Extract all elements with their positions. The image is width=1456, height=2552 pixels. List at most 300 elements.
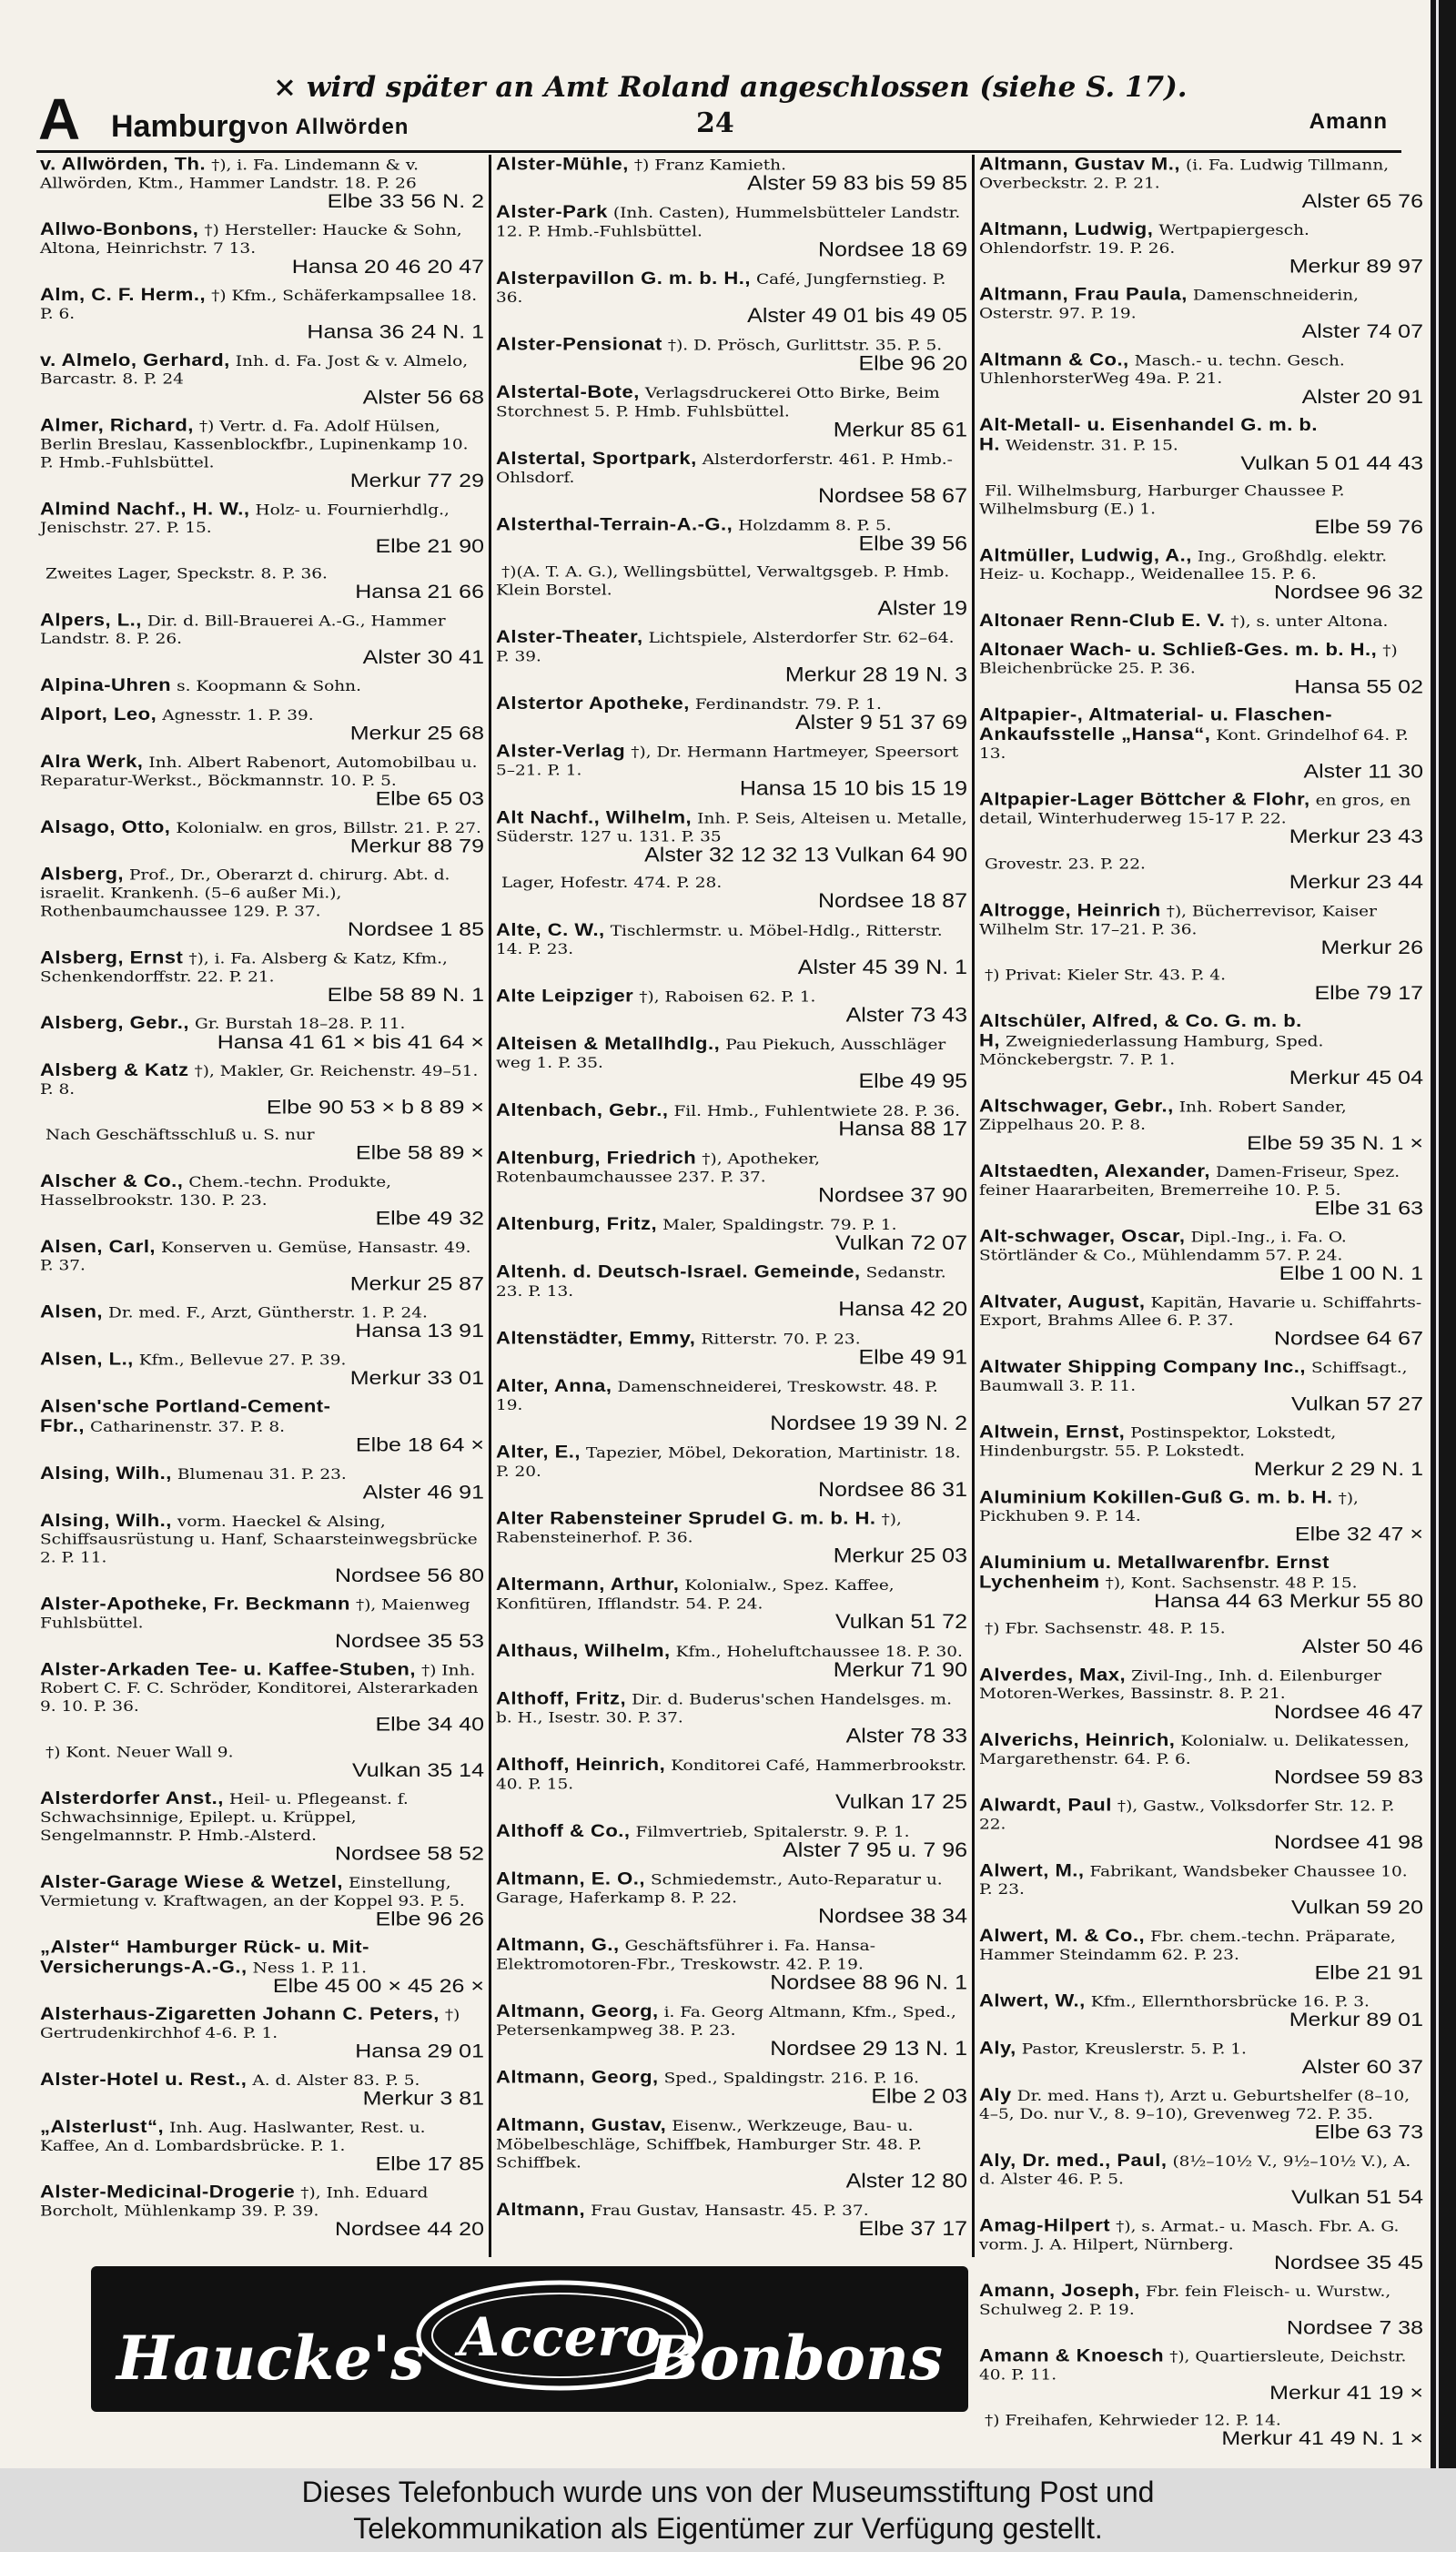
- directory-entry: [40, 705, 484, 744]
- directory-entry: [40, 864, 484, 941]
- directory-entry: [496, 1100, 967, 1139]
- entry-details: Damen-Friseur, Spez. feiner Haararbeiten, Bremerreihe 10. P. 5.: [979, 1164, 1400, 1200]
- entry-phone: Merkur 28 19 N. 3: [784, 663, 967, 686]
- entry-name: Altvater, August,: [979, 1291, 1146, 1311]
- entry-phone: Merkur 23 44: [1289, 871, 1423, 894]
- entry-details: †), Bücherrevisor, Kaiser Wilhelm Str. 17–21. P. 36.: [979, 903, 1377, 938]
- entry-details: (i. Fa. Ludwig Tillmann, Overbeckstr. 2. P. 21.: [979, 157, 1390, 192]
- entry-details: Dr. med. F., Arzt, Güntherstr. 1. P. 24.: [108, 1304, 428, 1322]
- entry-phone: Merkur 88 79: [349, 835, 484, 857]
- entry-name: Alster-Mühle,: [496, 154, 629, 175]
- entry-name: Altmann, E. O.,: [496, 1868, 645, 1889]
- entry-details: Zivil-Ing., Inh. d. Eilenburger Motoren-Werkes, Bassinstr. 8. P. 21.: [979, 1667, 1382, 1703]
- directory-entry: [40, 1397, 484, 1454]
- directory-entry: [979, 1552, 1423, 1613]
- directory-entry: [496, 874, 967, 913]
- entry-phone: Nordsee 56 80: [334, 1565, 484, 1587]
- entry-phone: Hansa 42 20: [838, 1298, 967, 1322]
- directory-entry: [496, 203, 967, 259]
- entry-name: Altschüler, Alfred, & Co. G. m. b. H,: [979, 1010, 1302, 1051]
- directory-entry: [40, 349, 484, 409]
- entry-phone: Hansa 20 46 20 47: [291, 255, 484, 278]
- entry-phone: Vulkan 57 27: [1290, 1392, 1423, 1415]
- entry-name: Althoff, Heinrich,: [496, 1754, 666, 1775]
- entry-name: Altmann, Georg,: [496, 2067, 659, 2088]
- entry-details: Kapitän, Havarie u. Schiffahrts-Export, Brahms Allee 6. P. 37.: [979, 1294, 1422, 1330]
- entry-details: Lichtspiele, Alsterdorfer Str. 62–64. P. 39.: [496, 630, 955, 665]
- entry-name: Altonaer Wach- u. Schließ-Ges. m. b. H.,: [979, 639, 1378, 660]
- entry-details: Holzdamm 8. P. 5.: [738, 517, 892, 535]
- entry-name: Altermann, Arthur,: [496, 1574, 680, 1595]
- directory-entry: [40, 1594, 484, 1653]
- entry-phone: Nordsee 46 47: [1273, 1700, 1423, 1723]
- entry-details: †), s. Armat.- u. Masch. Fbr. A. G. vorm. J. A. Hilpert, Nürnberg.: [979, 2218, 1400, 2253]
- entry-name: Althaus, Wilhelm,: [496, 1640, 671, 1661]
- entry-name: Alster-Verlag: [496, 741, 626, 761]
- directory-entry: [496, 1936, 967, 1992]
- directory-entry: [979, 1012, 1423, 1088]
- directory-entry: [40, 416, 484, 490]
- entry-details: Lager, Hofestr. 474. P. 28.: [501, 875, 723, 892]
- entry-details: †) Franz Kamieth.: [633, 157, 786, 175]
- entry-name: „Alster“ Hamburger Rück- u. Mit-Versicherungs-A.-G.,: [40, 1937, 369, 1977]
- directory-entry: [40, 1126, 484, 1162]
- entry-name: Altenburg, Friedrich: [496, 1147, 697, 1168]
- directory-entry: [979, 639, 1423, 698]
- entry-phone: Merkur 2 29 N. 1: [1253, 1458, 1423, 1481]
- entry-phone: Vulkan 17 25: [834, 1790, 967, 1814]
- entry-name: Alster-Arkaden Tee- u. Kaffee-Stuben,: [40, 1659, 416, 1679]
- entry-details: †), Apotheker, Rotenbaumchaussee 237. P. 37.: [496, 1150, 820, 1186]
- entry-phone: Alster 59 83 bis 59 85: [747, 172, 967, 195]
- entry-details: Fil. Hmb., Fuhlentwiete 28. P. 36.: [673, 1102, 961, 1120]
- entry-name: Alwert, M. & Co.,: [979, 1925, 1146, 1946]
- entry-phone: Alster 74 07: [1301, 320, 1423, 343]
- page-number: 24: [696, 107, 734, 139]
- entry-details: Geschäftsführer i. Fa. Hansa-Elektromotoren-Fbr., Treskowstr. 42. P. 19.: [496, 1938, 875, 1973]
- entry-details: Kolonialw. u. Delikatessen, Margarethenstr. 64. P. 6.: [979, 1733, 1410, 1768]
- entry-phone: Elbe 34 40: [375, 1713, 484, 1736]
- entry-details: †), Pickhuben 9. P. 14.: [979, 1490, 1359, 1525]
- ad-right-text: Bonbons: [648, 2323, 943, 2394]
- entry-phone: Merkur 77 29: [349, 470, 484, 492]
- entry-details: Filmvertrieb, Spitalerstr. 9. P. 1.: [635, 1823, 910, 1841]
- entry-details: †) Inh. Robert C. F. C. Schröder, Konditorei, Alsterarkaden 9. 10. P. 36.: [40, 1662, 479, 1716]
- entry-details: vorm. Haeckel & Alsing, Schiffsausrüstung u. Hanf, Schaarsteinwegsbrücke 2. P. 11.: [40, 1513, 478, 1566]
- entry-details: †) Kfm., Schäferkampsallee 18. P. 6.: [40, 288, 478, 323]
- entry-phone: Alster 20 91: [1301, 385, 1423, 408]
- entry-phone: Hansa 36 24 N. 1: [307, 320, 484, 343]
- entry-details: Chem.-techn. Produkte, Hasselbrookstr. 130. P. 23.: [40, 1174, 392, 1210]
- entry-phone: Nordsee 35 45: [1273, 2251, 1423, 2274]
- entry-details: Weidenstr. 31. P. 15.: [1006, 437, 1178, 454]
- entry-phone: Hansa 29 01: [355, 2040, 484, 2062]
- entry-name: Alwert, M.,: [979, 1860, 1085, 1880]
- page-header: [36, 64, 1401, 153]
- entry-details: Zweigniederlassung Hamburg, Sped. Mönckebergstr. 7. P. 1.: [979, 1033, 1324, 1068]
- entry-phone: Elbe 2 03: [871, 2085, 967, 2108]
- entry-phone: Alster 12 80: [845, 2170, 967, 2192]
- directory-entry: [40, 2071, 484, 2109]
- directory-entry: [979, 1731, 1423, 1787]
- entry-phone: Elbe 59 76: [1314, 516, 1423, 539]
- entry-name: Altmann & Co.,: [979, 349, 1129, 370]
- header-notice: × wird später an Amt Roland angeschlossen (siehe S. 17).: [273, 71, 1188, 104]
- entry-name: Altwein, Ernst,: [979, 1422, 1126, 1442]
- entry-phone: Hansa 88 17: [838, 1118, 967, 1140]
- entry-name: v. Almelo, Gerhard,: [40, 349, 230, 370]
- entry-phone: Hansa 13 91: [355, 1320, 484, 1342]
- entry-details: Fabrikant, Wandsbeker Chaussee 10. P. 23.: [979, 1863, 1408, 1899]
- entry-phone: Elbe 37 17: [858, 2217, 967, 2241]
- directory-entry: [979, 1620, 1423, 1656]
- entry-details: Kfm., Ellernthorsbrücke 16. P. 3.: [1090, 1993, 1370, 2010]
- directory-entry: [40, 947, 484, 1007]
- entry-details: Kolonialw., Spez. Kaffee, Konfitüren, Ifflandstr. 54. P. 24.: [496, 1577, 895, 1613]
- entry-phone: Elbe 79 17: [1314, 981, 1423, 1005]
- directory-entry: [40, 499, 484, 558]
- directory-entry: [496, 448, 967, 508]
- entry-phone: Elbe 90 53 × b 8 89 ×: [266, 1096, 484, 1119]
- entry-name: Amag-Hilpert: [979, 2215, 1111, 2235]
- entry-phone: Elbe 21 90: [375, 534, 484, 558]
- entry-phone: Alster 32 12 32 13 Vulkan 64 90: [644, 844, 967, 866]
- section-letter: A: [38, 86, 81, 152]
- advertisement-banner: [91, 2266, 968, 2412]
- entry-name: Altpapier-Lager Böttcher & Flohr,: [979, 789, 1310, 810]
- directory-entry: [979, 1162, 1423, 1218]
- entry-details: Café, Jungfernstieg. P. 36.: [496, 270, 946, 307]
- page-edge-line: [1436, 0, 1439, 2468]
- entry-details: Maler, Spaldingstr. 79. P. 1.: [662, 1217, 897, 1234]
- entry-phone: Merkur 41 19 ×: [1269, 2382, 1423, 2405]
- entry-name: Alsterhaus-Zigaretten Johann C. Peters,: [40, 2003, 440, 2024]
- directory-entry: [979, 1861, 1423, 1917]
- entry-phone: Elbe 21 91: [1314, 1961, 1423, 1984]
- entry-details: Kont. Grindelhof 64. P. 13.: [979, 727, 1409, 763]
- entry-name: Alt Nachf., Wilhelm,: [496, 806, 693, 827]
- entry-details: Ritterstr. 70. P. 23.: [701, 1331, 861, 1348]
- ad-left-text: Haucke's: [116, 2323, 425, 2394]
- entry-details: Grovestr. 23. P. 22.: [985, 856, 1146, 873]
- entry-name: Alscher & Co.,: [40, 1170, 184, 1191]
- entry-phone: Elbe 45 00 × 45 26 ×: [272, 1974, 484, 1998]
- entry-details: †), Dr. Hermann Hartmeyer, Speersort 5–21. P. 1.: [496, 744, 959, 780]
- directory-entry: [496, 1376, 967, 1433]
- entry-phone: Elbe 17 85: [375, 2152, 484, 2175]
- entry-name: Alstertor Apotheke,: [496, 693, 690, 714]
- entry-phone: Elbe 33 56 N. 2: [327, 189, 484, 213]
- city-name: Hamburg: [111, 109, 248, 144]
- entry-phone: Vulkan 35 14: [351, 1758, 484, 1782]
- directory-entry: [979, 1097, 1423, 1152]
- entry-name: Alverdes, Max,: [979, 1665, 1127, 1685]
- directory-entry: [496, 1261, 967, 1322]
- entry-details: Fbr. fein Fleisch- u. Wurstw., Schulweg 2. P. 19.: [979, 2284, 1391, 2319]
- entry-phone: Elbe 58 89 N. 1: [327, 983, 484, 1007]
- entry-name: Alster-Theater,: [496, 626, 643, 647]
- directory-entry: [496, 268, 967, 328]
- entry-phone: Nordsee 29 13 N. 1: [770, 2037, 967, 2061]
- entry-name: Alwert, W.,: [979, 1990, 1086, 2010]
- entry-details: Konserven u. Gemüse, Hansastr. 49. P. 37.: [40, 1239, 471, 1275]
- directory-entry: [496, 1640, 967, 1682]
- entry-phone: Nordsee 88 96 N. 1: [770, 1970, 967, 1994]
- entry-name: Altmann, Frau Paula,: [979, 284, 1188, 305]
- entry-name: Alster-Garage Wiese & Wetzel,: [40, 1871, 344, 1892]
- entry-name: Alteisen & Metallhdlg.,: [496, 1033, 721, 1054]
- entry-details: Damenschneiderin, Osterstr. 97. P. 19.: [979, 287, 1359, 322]
- directory-entry: [496, 383, 967, 440]
- entry-phone: Alster 56 68: [362, 386, 484, 409]
- directory-entry: [979, 546, 1423, 602]
- directory-entry: [496, 694, 967, 732]
- entry-phone: Merkur 33 01: [349, 1367, 484, 1390]
- column-2: [496, 155, 967, 2248]
- entry-name: „Alsterlust“,: [40, 2116, 165, 2137]
- entry-phone: Elbe 49 32: [375, 1207, 484, 1230]
- entry-details: Holz- u. Fournierhdlg., Jenischstr. 27. P. 15.: [40, 501, 450, 537]
- column-divider-2: [972, 155, 975, 2257]
- entry-name: Alt-schwager, Oscar,: [979, 1226, 1186, 1246]
- entry-details: †), Makler, Gr. Reichenstr. 49–51. P. 8.: [40, 1063, 479, 1099]
- entry-details: Pastor, Kreuslerstr. 5. P. 1.: [1021, 2041, 1247, 2058]
- entry-details: Dr. med. Hans †), Arzt u. Geburtshelfer (8–10, 4–5, Do. nur V., 8. 9–10), Grevenweg 72. P. 35.: [979, 2088, 1410, 2123]
- entry-phone: Merkur 26: [1320, 936, 1423, 959]
- entry-phone: Elbe 49 91: [858, 1346, 967, 1369]
- directory-entry: [496, 563, 967, 618]
- entry-phone: Hansa 15 10 bis 15 19: [739, 777, 967, 800]
- directory-entry: [40, 2116, 484, 2175]
- entry-name: Altmann, Georg,: [496, 2000, 659, 2021]
- entry-name: Alstertal-Bote,: [496, 381, 640, 402]
- footer-line-2: Telekommunikation als Eigentümer zur Verfügung gestellt.: [353, 2512, 1103, 2545]
- entry-phone: Merkur 85 61: [833, 419, 967, 441]
- entry-phone: Elbe 65 03: [375, 787, 484, 810]
- entry-details: Schmiedemstr., Auto-Reparatur u. Garage, Haferkamp 8. P. 22.: [496, 1871, 943, 1908]
- entry-details: †). D. Prösch, Gurlittstr. 35. P. 5.: [667, 337, 943, 355]
- page-footer: [0, 2468, 1456, 2552]
- entry-name: Almind Nachf., H. W.,: [40, 499, 250, 519]
- entry-details: Gr. Burstah 18–28. P. 11.: [195, 1016, 406, 1033]
- entry-details: (8½–10½ V., 9½–10½ V.), A. d. Alster 46. P. 5.: [979, 2152, 1411, 2188]
- entry-name: Alsberg & Katz: [40, 1059, 189, 1080]
- entry-details: Ing., Großhdlg. elektr. Heiz- u. Kochapp., Weidenallee 15. P. 6.: [979, 548, 1388, 583]
- entry-phone: Vulkan 51 54: [1290, 2186, 1423, 2209]
- entry-phone: Alster 7 95 u. 7 96: [783, 1838, 967, 1862]
- entry-name: Altstaedten, Alexander,: [979, 1160, 1210, 1181]
- entry-name: Alstertal, Sportpark,: [496, 448, 697, 469]
- entry-phone: Nordsee 64 67: [1273, 1327, 1423, 1350]
- entry-name: Alte, C. W.,: [496, 919, 605, 940]
- entry-details: Dir. d. Buderus'schen Handelsges. m. b. H., Isestr. 30. P. 37.: [496, 1691, 952, 1727]
- directory-entry: [40, 286, 484, 341]
- directory-entry: [40, 2182, 484, 2241]
- entry-name: Altmann,: [496, 2199, 586, 2220]
- directory-entry: [496, 2068, 967, 2106]
- entry-phone: Merkur 89 01: [1289, 2009, 1423, 2031]
- entry-details: Frau Gustav, Hansastr. 45. P. 37.: [591, 2203, 869, 2220]
- entry-details: Dipl.-Ing., i. Fa. O. Störtländer & Co., Mühlendamm 57. P. 24.: [979, 1229, 1347, 1264]
- entry-name: Alt-Metall- u. Eisenhandel G. m. b. H.: [979, 414, 1318, 454]
- entry-name: Althoff & Co.,: [496, 1820, 631, 1841]
- entry-details: †) Privat: Kieler Str. 43. P. 4.: [985, 967, 1226, 984]
- directory-entry: [979, 2038, 1423, 2079]
- entry-name: Aly: [979, 2084, 1012, 2105]
- entry-name: Althoff, Fritz,: [496, 1687, 627, 1708]
- entry-phone: Hansa 21 66: [355, 580, 484, 603]
- entry-details: Pau Piekuch, Ausschläger weg 1. P. 35.: [496, 1037, 946, 1072]
- entry-name: Alster-Pensionat: [496, 334, 662, 355]
- directory-entry: [40, 1937, 484, 1998]
- entry-phone: Alster 9 51 37 69: [794, 711, 967, 734]
- entry-name: Allwo-Bonbons,: [40, 218, 199, 239]
- directory-entry: [979, 154, 1423, 213]
- directory-entry: [496, 808, 967, 865]
- entry-details: Kfm., Bellevue 27. P. 39.: [138, 1352, 347, 1369]
- entry-details: Sped., Spaldingstr. 216. P. 16.: [663, 2070, 920, 2088]
- entry-phone: Alster 60 37: [1301, 2055, 1423, 2079]
- entry-details: †) Bleichenbrücke 25. P. 36.: [979, 643, 1398, 678]
- directory-entry: [496, 2000, 967, 2061]
- directory-entry: [979, 482, 1423, 537]
- directory-entry: [496, 1689, 967, 1746]
- column-1: [40, 155, 484, 2248]
- directory-entry: [979, 284, 1423, 343]
- entry-name: Alte Leipziger: [496, 986, 634, 1006]
- entry-name: Alra Werk,: [40, 751, 144, 772]
- entry-phone: Nordsee 37 90: [817, 1184, 967, 1207]
- entry-phone: Alster 11 30: [1303, 760, 1423, 783]
- entry-phone: Elbe 31 63: [1314, 1197, 1423, 1220]
- entry-details: s. Koopmann & Sohn.: [177, 678, 361, 695]
- directory-entry: [40, 220, 484, 276]
- entry-details: †), Rabensteinerhof. P. 36.: [496, 1511, 902, 1546]
- entry-details: Dir. d. Bill-Brauerei A.-G., Hammer Landstr. 8. P. 26.: [40, 613, 446, 648]
- entry-phone: Elbe 18 64 ×: [355, 1433, 484, 1456]
- directory-entry: [40, 676, 484, 696]
- directory-entry: [496, 1149, 967, 1205]
- entry-details: Tapezier, Möbel, Dekoration, Martinistr. 18. P. 20.: [496, 1444, 961, 1481]
- directory-entry: [40, 565, 484, 602]
- directory-entry: [496, 2199, 967, 2241]
- entry-phone: Nordsee 19 39 N. 2: [770, 1412, 967, 1435]
- directory-entry: [979, 1422, 1423, 1481]
- entry-name: Altmann, Gustav M.,: [979, 154, 1180, 174]
- directory-entry: [40, 1172, 484, 1228]
- directory-entry: [40, 817, 484, 856]
- entry-details: i. Fa. Georg Altmann, Kfm., Sped., Petersenkampweg 38. P. 23.: [496, 2003, 956, 2040]
- entry-name: Altpapier-, Altmaterial- u. Flaschen-Ankaufsstelle „Hansa“,: [979, 704, 1333, 744]
- last-entry-name: Amann: [1309, 109, 1388, 134]
- entry-phone: Nordsee 38 34: [817, 1905, 967, 1928]
- directory-entry: [496, 155, 967, 193]
- entry-details: †), Inh. Eduard Borcholt, Mühlenkamp 39. P. 39.: [40, 2184, 429, 2220]
- directory-entry: [979, 220, 1423, 276]
- entry-name: Aluminium Kokillen-Guß G. m. b. H.: [979, 1486, 1333, 1507]
- entry-phone: Merkur 25 03: [833, 1544, 967, 1567]
- directory-entry: [496, 1033, 967, 1093]
- entry-name: Alster-Hotel u. Rest.,: [40, 2069, 248, 2090]
- entry-phone: Vulkan 72 07: [834, 1231, 967, 1255]
- entry-details: Tischlermstr. u. Möbel-Hdlg., Ritterstr. 14. P. 23.: [496, 922, 943, 958]
- entry-details: Alsterdorferstr. 461. P. Hmb.-Ohlsdorf.: [496, 451, 953, 487]
- entry-details: Zweites Lager, Speckstr. 8. P. 36.: [46, 565, 328, 582]
- entry-name: Altmann, Ludwig,: [979, 218, 1154, 239]
- entry-phone: Alster 19: [877, 597, 967, 620]
- directory-entry: [40, 753, 484, 808]
- ad-emblem-text: Accero: [459, 2306, 661, 2368]
- entry-phone: Hansa 55 02: [1294, 675, 1423, 698]
- entry-details: Kolonialw. en gros, Billstr. 21. P. 27.: [176, 819, 481, 837]
- entry-details: †), Gastw., Volksdorfer Str. 12. P. 22.: [979, 1798, 1395, 1833]
- entry-name: Aluminium u. Metallwarenfbr. Ernst Lychenheim: [979, 1552, 1330, 1592]
- directory-entry: [979, 705, 1423, 781]
- entry-details: Konditorei Café, Hammerbrookstr. 40. P. 15.: [496, 1757, 967, 1793]
- entry-name: Amann & Knoesch: [979, 2345, 1165, 2366]
- entry-details: †) Hersteller: Haucke & Sohn, Altona, Heinrichstr. 7 13.: [40, 222, 462, 258]
- entry-details: †) Kont. Neuer Wall 9.: [46, 1744, 234, 1761]
- directory-entry: [496, 1869, 967, 1926]
- entry-name: Alsen'sche Portland-Cement-Fbr.,: [40, 1396, 331, 1436]
- entry-name: Altrogge, Heinrich: [979, 900, 1161, 920]
- entry-details: Nach Geschäftsschluß u. S. nur: [46, 1127, 315, 1144]
- entry-details: Inh. Robert Sander, Zippelhaus 20. P. 8.: [979, 1099, 1347, 1134]
- entry-phone: Nordsee 18 69: [817, 238, 967, 261]
- entry-details: (Inh. Casten), Hummelsbütteler Landstr. 12. P. Hmb.-Fuhlsbüttel.: [496, 205, 961, 240]
- directory-entry: [979, 416, 1423, 473]
- entry-phone: Alster 78 33: [845, 1725, 967, 1747]
- entry-phone: Hansa 41 61 × bis 41 64 ×: [217, 1030, 484, 1053]
- entry-details: Inh. Aug. Haslwanter, Rest. u. Kaffee, An d. Lombardsbrücke. P. 1.: [40, 2120, 426, 2155]
- entry-name: Alsberg, Gebr.,: [40, 1012, 189, 1033]
- entry-name: Alster-Apotheke, Fr. Beckmann: [40, 1594, 350, 1614]
- entry-phone: Vulkan 5 01 44 43: [1240, 452, 1423, 475]
- entry-details: Wertpapiergesch. Ohlendorfstr. 19. P. 26.: [979, 222, 1309, 258]
- column-3: [979, 155, 1423, 2457]
- entry-phone: Nordsee 7 38: [1286, 2316, 1423, 2339]
- entry-name: Alter Rabensteiner Sprudel G. m. b. H.: [496, 1507, 876, 1528]
- entry-name: Alsing, Wilh.,: [40, 1463, 172, 1484]
- directory-entry: [496, 1509, 967, 1565]
- entry-name: Alsterpavillon G. m. b. H.,: [496, 268, 751, 289]
- entry-phone: Vulkan 59 20: [1290, 1896, 1423, 1919]
- directory-entry: [979, 1226, 1423, 1285]
- directory-entry: [496, 920, 967, 977]
- directory-entry: [40, 1744, 484, 1780]
- entry-name: Altenburg, Fritz,: [496, 1213, 658, 1234]
- directory-entry: [979, 967, 1423, 1003]
- entry-details: Fil. Wilhelmsburg, Harburger Chaussee P. Wilhelmsburg (E.) 1.: [979, 482, 1345, 518]
- entry-details: A. d. Alster 83. P. 5.: [252, 2072, 420, 2090]
- entry-details: †), Kont. Sachsenstr. 48 P. 15.: [1105, 1575, 1358, 1592]
- directory-entry: [40, 1789, 484, 1863]
- entry-details: Verlagsdruckerei Otto Birke, Beim Storchnest 5. P. Hmb. Fuhlsbüttel.: [496, 385, 940, 420]
- entry-details: †) Gertrudenkirchhof 4-6. P. 1.: [40, 2007, 460, 2042]
- entry-details: Eisenw., Werkzeuge, Bau- u. Möbelbeschläge, Schiffbek, Hamburger Str. 48. P. Schiffbek.: [496, 2118, 923, 2172]
- entry-details: Ness 1. P. 11.: [252, 1960, 368, 1977]
- entry-details: †), i. Fa. Alsberg & Katz, Kfm., Schenkendorffstr. 22. P. 21.: [40, 950, 448, 986]
- directory-entry: [979, 1991, 1423, 2029]
- entry-name: Altmann, Gustav,: [496, 2114, 667, 2135]
- entry-name: Alport, Leo,: [40, 704, 157, 724]
- directory-entry: [496, 1575, 967, 1632]
- entry-phone: Nordsee 59 83: [1273, 1766, 1423, 1788]
- entry-phone: Alster 49 01 bis 49 05: [747, 304, 967, 328]
- entry-name: Altmann, G.,: [496, 1934, 620, 1955]
- directory-entry: [979, 790, 1423, 846]
- page-edge-strip: [1431, 0, 1456, 2468]
